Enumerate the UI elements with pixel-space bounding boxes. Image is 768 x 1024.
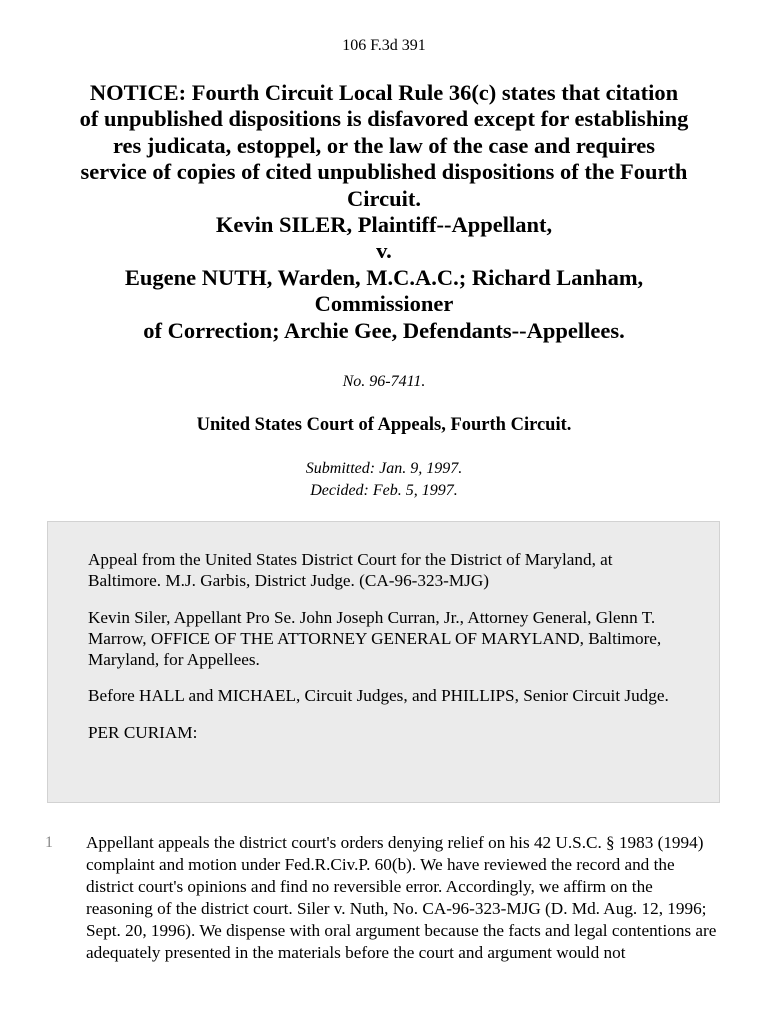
defendant-line: of Correction; Archie Gee, Defendants--Appellees. <box>143 317 625 343</box>
court-name: United States Court of Appeals, Fourth Circuit. <box>196 415 572 435</box>
defendant-line: Commissioner <box>314 291 454 317</box>
paragraph-text: Appellant appeals the district court's orders denying relief on his 42 U.S.C. § 1983 (1994) complaint and motion under Fed.R.Civ.P. 60(b). We have reviewed the record and the district court's opinions and find no reversible error. Accordingly, we affirm on the reasoning of the district court. Siler v. Nuth, No. CA-96-323-MJG (D. Md. Aug. 12, 1996; Sept. 20, 1996). We dispense with oral argument because the facts and legal contentions are adequately presented in the materials before the court and argument would not <box>86 833 717 962</box>
counsel-listing: Kevin Siler, Appellant Pro Se. John Joseph Curran, Jr., Attorney General, Glenn T. Marrow, OFFICE OF THE ATTORNEY GENERAL OF MARYLAND, Baltimore, Maryland, for Appellees. <box>88 607 662 670</box>
case-dates <box>0 458 768 502</box>
docket-number: No. 96-7411. <box>342 373 426 390</box>
notice-line: NOTICE: Fourth Circuit Local Rule 36(c) states that citation <box>89 80 679 105</box>
notice-line: Circuit. <box>347 185 421 211</box>
plaintiff-party: Kevin SILER, Plaintiff--Appellant, <box>215 212 553 238</box>
paragraph-number: 1 <box>45 834 53 851</box>
reporter-citation: 106 F.3d 391 <box>342 37 426 54</box>
case-caption <box>36 80 732 344</box>
versus: v. <box>376 238 392 264</box>
notice-line: service of copies of cited unpublished dispositions of the Fourth <box>80 159 688 185</box>
notice-line: res judicata, estoppel, or the law of the case and requires <box>112 132 656 158</box>
judicial-panel: Before HALL and MICHAEL, Circuit Judges, and PHILLIPS, Senior Circuit Judge. <box>88 686 669 706</box>
case-info-box <box>47 521 720 803</box>
notice-line: of unpublished dispositions is disfavored except for establishing <box>79 106 689 132</box>
submitted-date: Submitted: Jan. 9, 1997. <box>305 460 463 477</box>
decided-date: Decided: Feb. 5, 1997. <box>310 482 458 499</box>
appeal-from: Appeal from the United States District Court for the District of Maryland, at Baltimore. M.J. Garbis, District Judge. (CA-96-323-MJG) <box>88 550 613 591</box>
per-curiam-label: PER CURIAM: <box>88 722 198 742</box>
defendant-line: Eugene NUTH, Warden, M.C.A.C.; Richard Lanham, <box>124 264 644 290</box>
